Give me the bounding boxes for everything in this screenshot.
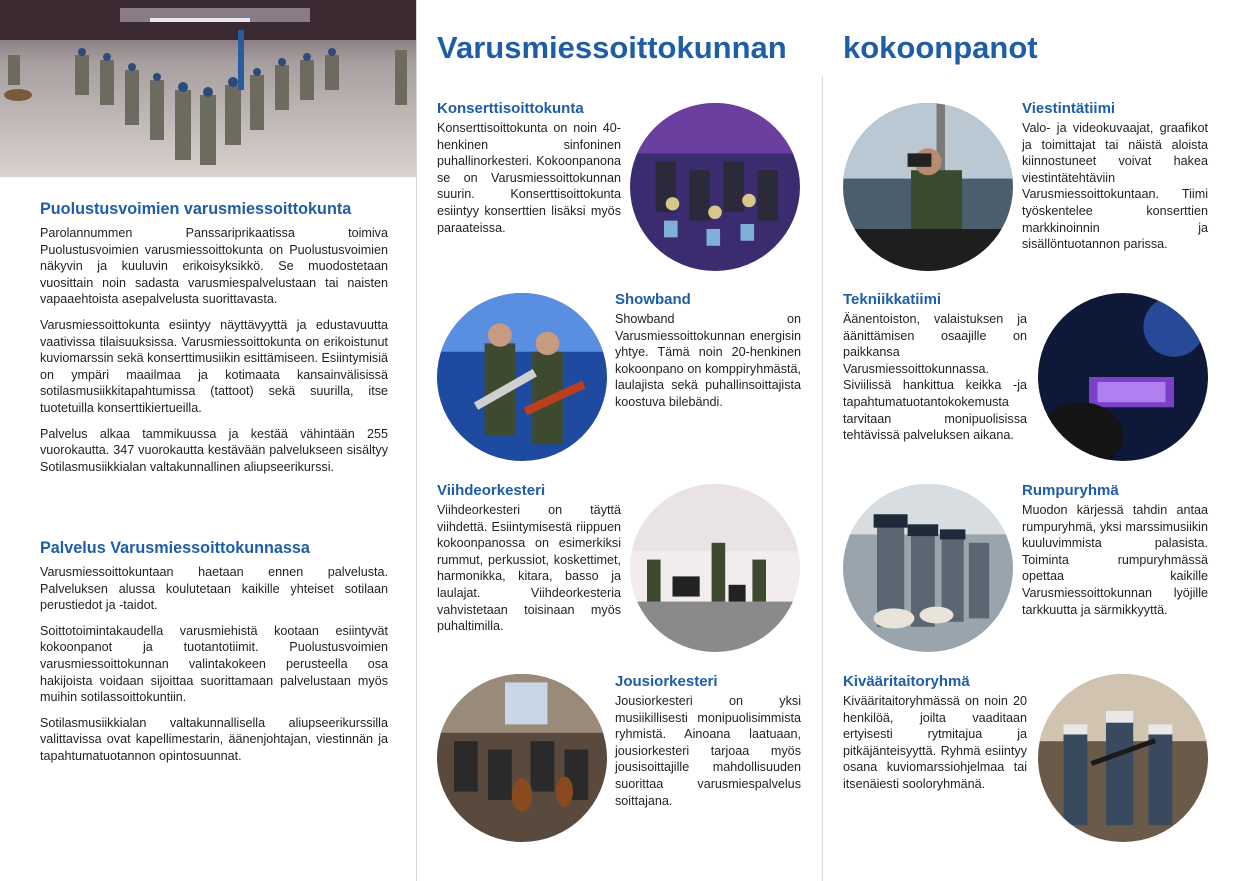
ensemble-tekniikkatiimi [843,291,1027,444]
ensemble-heading: Rumpuryhmä [1022,482,1119,499]
photo-konserttisoittokunta [630,103,800,271]
ensemble-text: Jousiorkesteri on yksi musiikillisesti monipuolisimmista ryhmistä. Ainoana laatuaan, jousiorkesteri tarjoaa myös jousisoittajille mahdollisuuden suorittaa varusmiespalvelus soittajana. [615,694,801,808]
page-title-part1: Varusmiessoittokunnan [437,30,787,65]
page-title-right [843,30,1038,66]
section-puolustusvoimien [40,200,388,484]
paragraph: Varusmiessoittokuntaan haetaan ennen palvelusta. Palveluksen alussa koulutetaan kaikille yhteiset sotilaan perustiedot ja -taidot. [40,565,388,613]
paragraph: Palvelus alkaa tammikuussa ja kestää vähintään 255 vuorokautta. 347 vuorokautta kestävään palvelukseen sisältyy Sotilasmusiikkialan valtakunnallinen aliupseerikurssi. [40,426,388,474]
paragraph: Varusmiessoittokunta esiintyy näyttävyyttä ja edustavuutta vaativissa tilaisuuksissa. Varusmiessoittokunta on erikoistunut kuviomarssin sekä konserttimusiikin esittämiseen. Esiintymisiä on ympäri maailmaa ja kotimaata kansainvälisissä sotilasmusiikkitapahtumissa (tattoot) sekä suurilla, itse tuotetuilla konserttikiertueilla. [40,317,388,415]
ensemble-heading: Tekniikkatiimi [843,291,942,308]
ensemble-kivaaritaitoryhma [843,673,1027,793]
ensemble-text: Äänentoiston, valaistuksen ja äänittämisen osaajille on paikkansa Varusmiessoittokunnassa. Siviilissä hankittua keikka -ja tapahtumatuotantokokemusta tarvitaan monipuolisissa tehtävissä palveluksen aikana. [843,312,1027,443]
column-divider [822,76,823,881]
photo-viihdeorkesteri [630,484,800,652]
section-heading: Palvelus Varusmiessoittokunnassa [40,539,310,557]
section-body [40,564,388,765]
page-title-part2: kokoonpanot [843,30,1038,65]
ensemble-showband [615,291,801,411]
ensemble-viihdeorkesteri [437,482,621,635]
ensemble-text: Viihdeorkesteri on täyttä viihdettä. Esiintymisestä riippuen kokoonpanossa on esimerkiksi rummut, perkussiot, koskettimet, harmonikka, kitara, basso ja laulajat. Viihdeorkesteria vahvistetaan toisinaan myös puhaltimilla. [437,503,621,634]
section-heading: Puolustusvoimien varusmiessoittokunta [40,200,352,218]
paragraph: Parolannummen Panssariprikaatissa toimiva Puolustusvoimien varusmiessoittokunta on Puolustusvoimien näkyvin ja kuuluvin erikoisyksikkö. Se muodostetaan vuosittain noin sadasta varusmiespalvelustaan tai naisten vapaaehtoista asepalvelusta suorittavasta. [40,226,388,307]
photo-showband [437,293,607,461]
ensemble-text: Kivääritaitoryhmässä on noin 20 henkilöä, joilta vaaditaan ertyisesti rytmitajua ja pitkäjänteisyyttä. Ryhmä esiintyy osana kuviomarssiohjelmaa tai itsenäiesti sooloryhmänä. [843,694,1027,791]
paragraph: Soittotoimintakaudella varusmiehistä kootaan esiintyvät kokoonpanot ja tuotantotiimit. Puolustusvoimien varusmiessoittokunnan valintakokeen perusteella osa hakijoista voidaan sijoittaa suorittamaan palvelustaan myös muihin sotilassoittokuntiin. [40,623,388,705]
photo-rumpuryhma [843,484,1013,652]
page-title [437,30,787,66]
ensemble-text: Muodon kärjessä tahdin antaa rumpuryhmä, yksi marssimusiikin kuuluvimmista palasista. Toiminta rumpuryhmässä opettaa kaikille Varusmiessoittokunnan lyöjille tarkkuutta ja särmikkyyttä. [1022,503,1208,617]
paragraph: Sotilasmusiikkialan valtakunnallisella aliupseerikurssilla valittavissa ovat kapellimestarin, äänenjohtajan, viestinnän ja tapahtumatuotannon opintosuunnat. [40,715,388,763]
ensemble-heading: Kivääritaitoryhmä [843,673,970,690]
ensemble-viestintatiimi [1022,100,1208,253]
ensemble-konserttisoittokunta [437,100,621,236]
column-divider [416,0,417,881]
section-palvelus [40,539,388,774]
photo-kivaaritaitoryhma [1038,674,1208,842]
photo-viestintatiimi [843,103,1013,271]
photo-tekniikkatiimi [1038,293,1208,461]
ensemble-heading: Konserttisoittokunta [437,100,584,117]
ensemble-text: Valo- ja videokuvaajat, graafikot ja toimittajat tai näistä aloista kiinnostuneet voivat hakea viestintätehtäviin Varusmiessoittokuntaan. Tiimi työskentelee konserttien markkinoinnin ja sisällöntuotannon parissa. [1022,121,1208,252]
hero-photo-marching-band [0,0,416,177]
ensemble-heading: Jousiorkesteri [615,673,718,690]
ensemble-heading: Viihdeorkesteri [437,482,546,499]
photo-jousiorkesteri [437,674,607,842]
ensemble-heading: Viestintätiimi [1022,100,1116,117]
ensemble-text: Konserttisoittokunta on noin 40-henkinen sinfoninen puhallinorkesteri. Kokoonpanona se on Varusmiessoittokunnan suurin. Konserttisoittokunta esiintyy konserttien lisäksi myös paraateissa. [437,121,621,235]
ensemble-text: Showband on Varusmiessoittokunnan energisin yhtye. Tämä noin 20-henkinen kokoonpano on komppiryhmästä, laulajista sekä puhallinsoittajista koostuva bilebändi. [615,312,801,409]
ensemble-rumpuryhma [1022,482,1208,618]
section-body [40,225,388,475]
ensemble-jousiorkesteri [615,673,801,809]
ensemble-heading: Showband [615,291,691,308]
